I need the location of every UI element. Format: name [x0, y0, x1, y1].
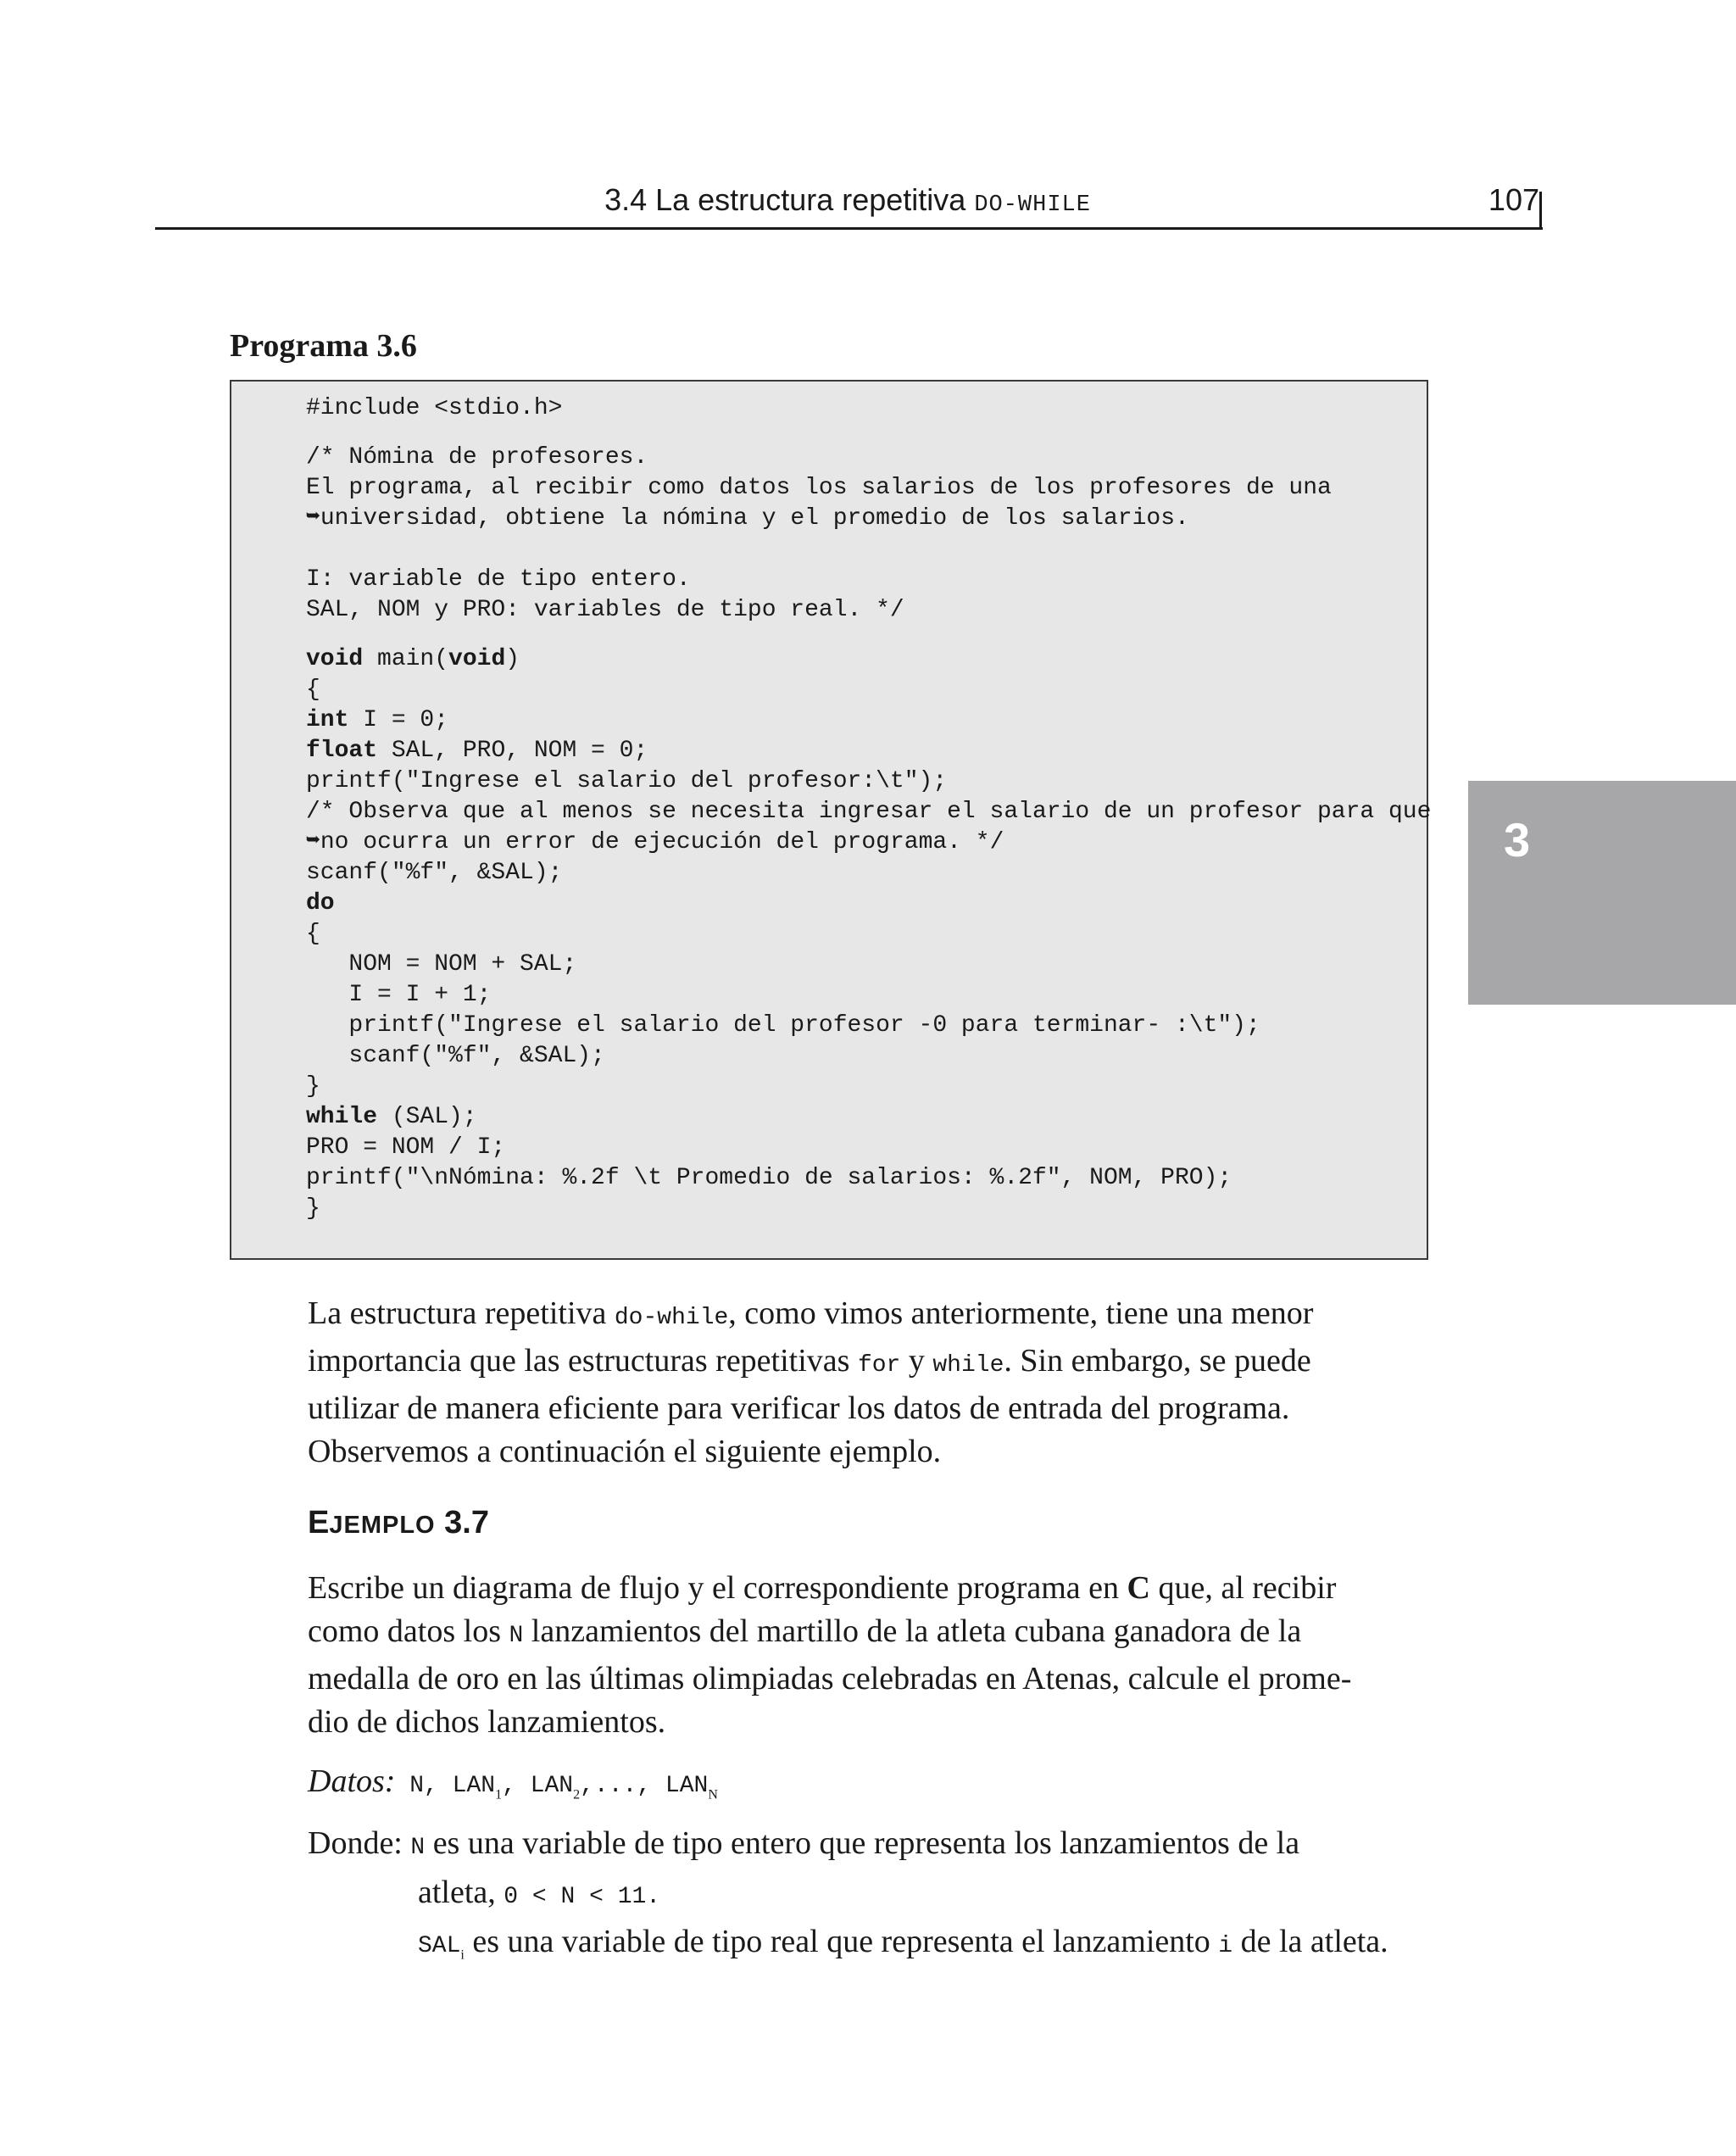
page-number: 107 — [1488, 182, 1539, 217]
text-run: while — [932, 1352, 1004, 1379]
text-run: importancia que las estructuras repetitivas — [308, 1343, 858, 1379]
code-text: /* Nómina de profesores. — [306, 444, 648, 471]
example-title-cap: E — [308, 1505, 330, 1540]
program-title: Programa 3.6 — [230, 328, 417, 364]
chapter-tab — [1468, 781, 1736, 1005]
text-run: como datos los — [308, 1613, 509, 1649]
code-line — [306, 1102, 477, 1133]
code-line — [306, 736, 648, 766]
code-text: I: variable de tipo entero. — [306, 566, 691, 593]
code-line — [306, 595, 904, 626]
running-header-text: 3.4 La estructura repetitiva — [604, 182, 975, 217]
paragraph-line — [308, 1567, 1435, 1610]
code-line — [306, 919, 320, 950]
text-run: C — [1127, 1570, 1150, 1606]
datos-term: ,..., LAN — [580, 1773, 709, 1799]
code-text: SAL, PRO, NOM = 0; — [377, 738, 648, 764]
code-text: #include <stdio.h> — [306, 395, 563, 421]
code-keyword: while — [306, 1104, 378, 1130]
code-text: main( — [363, 646, 449, 672]
paragraph-line — [308, 1657, 1435, 1701]
datos-line — [308, 1760, 718, 1817]
code-line — [306, 504, 1189, 534]
paragraph-line — [308, 1701, 1435, 1744]
text-run: La estructura repetitiva — [308, 1295, 615, 1331]
example-title-number: 3.7 — [435, 1505, 489, 1540]
code-line — [306, 766, 947, 797]
text-run: do-while — [614, 1305, 729, 1331]
example-title-rest: JEMPLO — [329, 1512, 436, 1539]
donde-line — [308, 1870, 1388, 1919]
code-text: } — [306, 1195, 320, 1222]
paragraph-intro — [308, 1292, 1435, 1474]
code-text: scanf("%f", &SAL); — [306, 860, 563, 886]
code-line — [306, 1011, 1260, 1041]
code-line — [306, 1133, 505, 1163]
code-line — [306, 1041, 605, 1072]
code-line — [306, 644, 520, 675]
text-run: 0 < N < 11. — [504, 1884, 661, 1910]
datos-term: N — [708, 1787, 718, 1802]
donde-line — [308, 1919, 1388, 1978]
code-text: I = I + 1; — [306, 982, 492, 1008]
code-text: { — [306, 677, 320, 703]
code-text: } — [306, 1073, 320, 1100]
code-line — [306, 950, 576, 980]
text-run: N — [410, 1835, 426, 1861]
code-listing — [230, 380, 1432, 1260]
text-run: , como vimos anteriormente, tiene una menor — [728, 1295, 1314, 1331]
code-text: PRO = NOM / I; — [306, 1134, 506, 1161]
code-line — [306, 675, 320, 705]
code-keyword: do — [306, 890, 335, 916]
code-text: ➥universidad, obtiene la nómina y el promedio de los salarios. — [306, 505, 1189, 532]
text-run: y — [900, 1343, 933, 1379]
code-line — [306, 980, 491, 1011]
text-run: es una variable de tipo entero que representa los lanzamientos de la — [425, 1825, 1300, 1861]
code-line — [306, 1163, 1232, 1194]
text-run: lanzamientos del martillo de la atleta cubana ganadora de la — [523, 1613, 1302, 1649]
donde-block — [308, 1821, 1388, 1978]
donde-line — [308, 1821, 1388, 1870]
code-line — [306, 565, 691, 595]
datos-term: N, LAN — [395, 1773, 496, 1799]
code-line — [306, 705, 448, 736]
code-text: NOM = NOM + SAL; — [306, 951, 577, 978]
text-run: SAL — [418, 1933, 461, 1959]
code-text: ) — [505, 646, 520, 672]
code-line — [306, 827, 1004, 858]
chapter-number: 3 — [1504, 813, 1531, 866]
code-line — [306, 1072, 320, 1102]
datos-term: , LAN — [502, 1773, 574, 1799]
datos-label: Datos: — [308, 1763, 396, 1799]
header-rule — [155, 227, 1543, 230]
text-run: que, al recibir — [1149, 1570, 1337, 1606]
text-run: medalla de oro en las últimas olimpiadas celebradas en Atenas, calcule el prome- — [308, 1661, 1352, 1696]
running-header-code: DO-WHILE — [974, 192, 1091, 218]
code-text: I = 0; — [348, 707, 449, 733]
text-run: Observemos a continuación el siguiente ejemplo. — [308, 1434, 942, 1469]
paragraph-line — [308, 1610, 1435, 1657]
code-line — [306, 393, 562, 424]
text-run: Escribe un diagrama de flujo y el correspondiente programa en — [308, 1570, 1127, 1606]
code-keyword: float — [306, 738, 378, 764]
code-text: /* Observa que al menos se necesita ingresar el salario de un profesor para que — [306, 799, 1432, 825]
code-text: El programa, al recibir como datos los salarios de los profesores de una — [306, 475, 1332, 501]
text-run: dio de dichos lanzamientos. — [308, 1704, 666, 1740]
code-line — [306, 889, 335, 919]
code-text: printf("Ingrese el salario del profesor:\t"); — [306, 768, 948, 794]
text-run: i — [460, 1947, 465, 1963]
paragraph-line — [308, 1292, 1435, 1340]
code-text: SAL, NOM y PRO: variables de tipo real. */ — [306, 597, 904, 623]
text-run: atleta, — [418, 1875, 504, 1910]
paragraph-line — [308, 1430, 1435, 1474]
paragraph-example — [308, 1567, 1435, 1744]
text-run: N — [509, 1623, 524, 1649]
code-text: { — [306, 921, 320, 947]
text-run: Donde: — [308, 1825, 411, 1861]
paragraph-line — [308, 1387, 1435, 1430]
datos-term: 1 — [495, 1787, 503, 1802]
code-line — [306, 473, 1332, 504]
code-keyword: void — [448, 646, 506, 672]
text-run: for — [857, 1352, 901, 1379]
code-line — [306, 858, 562, 889]
code-keyword: int — [306, 707, 349, 733]
code-text: printf("\nNómina: %.2f \t Promedio de salarios: %.2f", NOM, PRO); — [306, 1165, 1232, 1191]
text-run: . Sin embargo, se puede — [1004, 1343, 1311, 1379]
code-line — [306, 443, 648, 473]
code-text: (SAL); — [377, 1104, 477, 1130]
code-text: scanf("%f", &SAL); — [306, 1043, 605, 1069]
code-line — [306, 1194, 320, 1224]
code-line — [306, 797, 1431, 827]
code-text: ➥no ocurra un error de ejecución del programa. */ — [306, 829, 1004, 855]
running-header — [153, 180, 1543, 226]
text-run: i — [1218, 1933, 1233, 1959]
code-keyword: void — [306, 646, 364, 672]
datos-term: 2 — [573, 1787, 581, 1802]
text-run: utilizar de manera eficiente para verificar los datos de entrada del programa. — [308, 1390, 1290, 1426]
code-text: printf("Ingrese el salario del profesor -0 para terminar- :\t"); — [306, 1012, 1260, 1039]
header-rule-vertical — [1539, 192, 1542, 230]
example-title — [308, 1502, 489, 1546]
text-run: es una variable de tipo real que representa el lanzamiento — [464, 1924, 1219, 1959]
paragraph-line — [308, 1340, 1435, 1387]
text-run: de la atleta. — [1232, 1924, 1388, 1959]
